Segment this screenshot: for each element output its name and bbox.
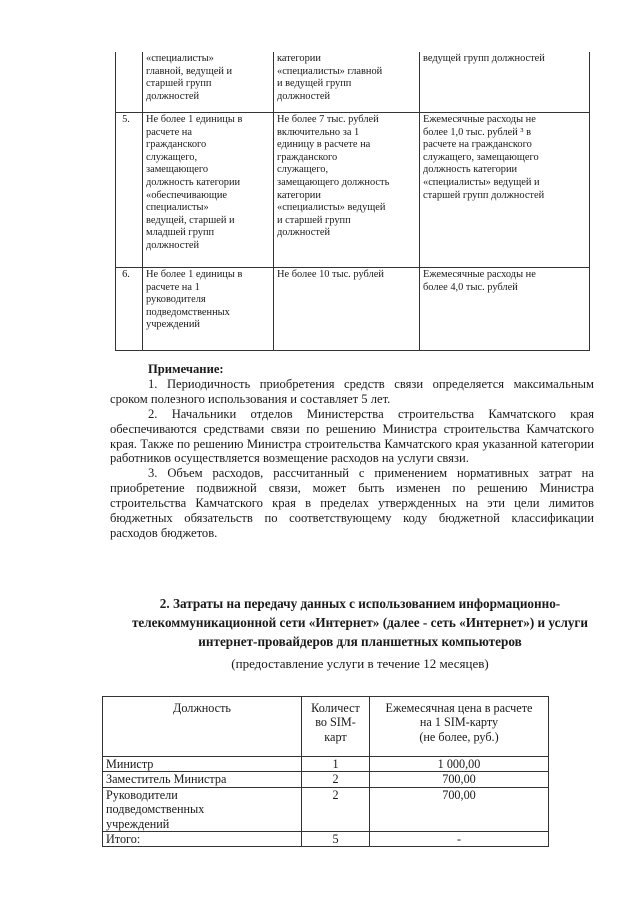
monthly-expense-cell: Ежемесячные расходы не более 4,0 тыс. рублей [420,268,590,351]
note-paragraph-3: 3. Объем расходов, рассчитанный с применением нормативных затрат на приобретение подвижной связи, может быть изменен по решению Министра строительства Камчатского края в пределах утвержденных на эти цели лимитов бюджетных обязательств по соответствующему коду бюджетной классификации расходов бюджетов. [110,466,594,540]
price-cell: 1 000,00 [370,757,549,772]
row-number: 5. [116,113,143,268]
communication-costs-table [115,52,590,351]
section-heading: 2. Затраты на передачу данных с использованием информационно-телекоммуникационной сети «Интернет» (далее - сеть «Интернет») и услуги интернет-провайдеров для планшетных компьютеров [131,596,589,649]
table-total-row [103,832,549,847]
table-row [103,772,549,787]
note-paragraph-2: 2. Начальники отделов Министерства строительства Камчатского края обеспечиваются средствами связи по решению Министра строительства Камчатского края. Также по решению Министра строительства Камчатского края указанной категории работников осуществляется возмещение расходов на услуги связи. [110,406,594,466]
table-row [116,113,590,268]
position-cell: Руководители подведомственных учреждений [103,787,302,831]
position-cell: Министр [103,757,302,772]
count-cell: 1 [302,757,370,772]
price-cell: 700,00 [370,787,549,831]
position-cell: Заместитель Министра [103,772,302,787]
table-row [103,787,549,831]
monthly-expense-cell: Ежемесячные расходы не более 1,0 тыс. рублей ³ в расчете на гражданского служащего, замещающего должность категории «специалисты» ведущей и старшей групп должностей [420,113,590,268]
price-cell: 700,00 [370,772,549,787]
row-number: 6. [116,268,143,351]
count-cell: 2 [302,772,370,787]
count-header: Количест во SIM- карт [302,697,370,757]
price-norm-cell: Не более 7 тыс. рублей включительно за 1 единицу в расчете на гражданского служащего, замещающего должность категории «специалисты» ведущей и старшей групп должностей [274,113,420,268]
table-row [103,757,549,772]
section-subtitle: (предоставление услуги в течение 12 месяцев) [231,656,489,671]
price-norm-cell: Не более 10 тыс. рублей [274,268,420,351]
table-row [116,268,590,351]
total-label: Итого: [103,832,302,847]
sim-cards-table [102,696,549,847]
position-header: Должность [103,697,302,757]
quantity-norm-cell: Не более 1 единицы в расчете на гражданского служащего, замещающего должность категории «обеспечивающие специалисты» ведущей, старшей и младшей групп должностей [143,113,274,268]
row-number [116,52,143,113]
note-title: Примечание: [148,362,224,376]
quantity-norm-cell: «специалисты» главной, ведущей и старшей групп должностей [143,52,274,113]
price-norm-cell: категории «специалисты» главной и ведущей групп должностей [274,52,420,113]
table-row [116,52,590,113]
price-header: Ежемесячная цена в расчете на 1 SIM-карту (не более, руб.) [370,697,549,757]
monthly-expense-cell: ведущей групп должностей [420,52,590,113]
table-header-row [103,697,549,757]
total-price: - [370,832,549,847]
note-paragraph-1: 1. Периодичность приобретения средств связи определяется максимальным сроком полезного использования и составляет 5 лет. [110,376,594,406]
total-count: 5 [302,832,370,847]
count-cell: 2 [302,787,370,831]
note-section [110,362,594,541]
quantity-norm-cell: Не более 1 единицы в расчете на 1 руководителя подведомственных учреждений [143,268,274,351]
